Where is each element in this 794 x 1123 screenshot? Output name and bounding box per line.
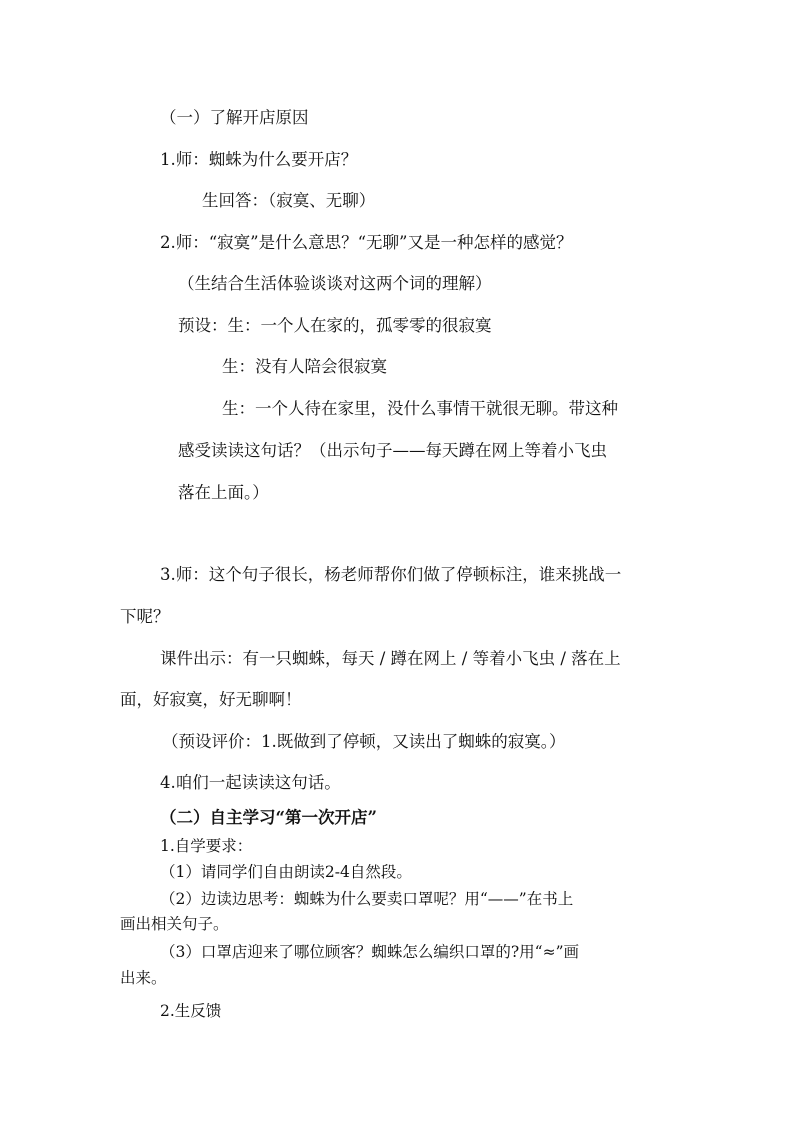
question-2: 2.师：“寂寞”是什么意思？“无聊”又是一种怎样的感觉？ xyxy=(160,233,573,252)
question-4: 4.咱们一起读读这句话。 xyxy=(160,773,341,792)
courseware-line1: 课件出示：有一只蜘蛛，每天 / 蹲在网上 / 等着小飞虫 / 落在上 xyxy=(160,649,621,668)
section-heading-1: （一）了解开店原因 xyxy=(160,108,309,127)
requirement-3-line2: 出来。 xyxy=(120,969,167,987)
preset-answer-3-line3: 落在上面。） xyxy=(178,483,269,502)
requirements-title: 1.自学要求： xyxy=(160,837,253,855)
requirement-2-line1: （2）边读边思考：蜘蛛为什么要卖口罩呢？用“——”在书上 xyxy=(160,890,574,908)
section-heading-2: （二）自主学习“第一次开店” xyxy=(160,808,377,827)
preset-evaluation: （预设评价：1.既做到了停顿，又读出了蜘蛛的寂寞。） xyxy=(162,732,566,751)
requirement-1: （1）请同学们自由朗读2-4自然段。 xyxy=(160,863,412,881)
question-1-answer: 生回答：（寂寞、无聊） xyxy=(202,191,376,210)
requirement-3-line1: （3）口罩店迎来了哪位顾客？蜘蛛怎么编织口罩的?用“≈”画 xyxy=(160,943,580,961)
question-2-note: （生结合生活体验谈谈对这两个词的理解） xyxy=(178,274,492,293)
student-feedback: 2.生反馈 xyxy=(160,1002,222,1020)
preset-answer-3-line1: 生：一个人待在家里，没什么事情干就很无聊。带这种 xyxy=(222,399,618,418)
requirement-2-line2: 画出相关句子。 xyxy=(120,915,229,933)
question-1: 1.师：蜘蛛为什么要开店？ xyxy=(160,150,358,169)
preset-answer-1: 预设：生：一个人在家的，孤零零的很寂寞 xyxy=(178,316,492,335)
question-3-line2: 下呢？ xyxy=(120,607,170,626)
question-3-line1: 3.师：这个句子很长，杨老师帮你们做了停顿标注，谁来挑战一 xyxy=(160,565,622,584)
courseware-line2: 面，好寂寞，好无聊啊！ xyxy=(120,690,302,709)
preset-answer-2: 生：没有人陪会很寂寞 xyxy=(222,357,387,376)
preset-answer-3-line2: 感受读读这句话？（出示句子——每天蹲在网上等着小飞虫 xyxy=(178,441,607,460)
